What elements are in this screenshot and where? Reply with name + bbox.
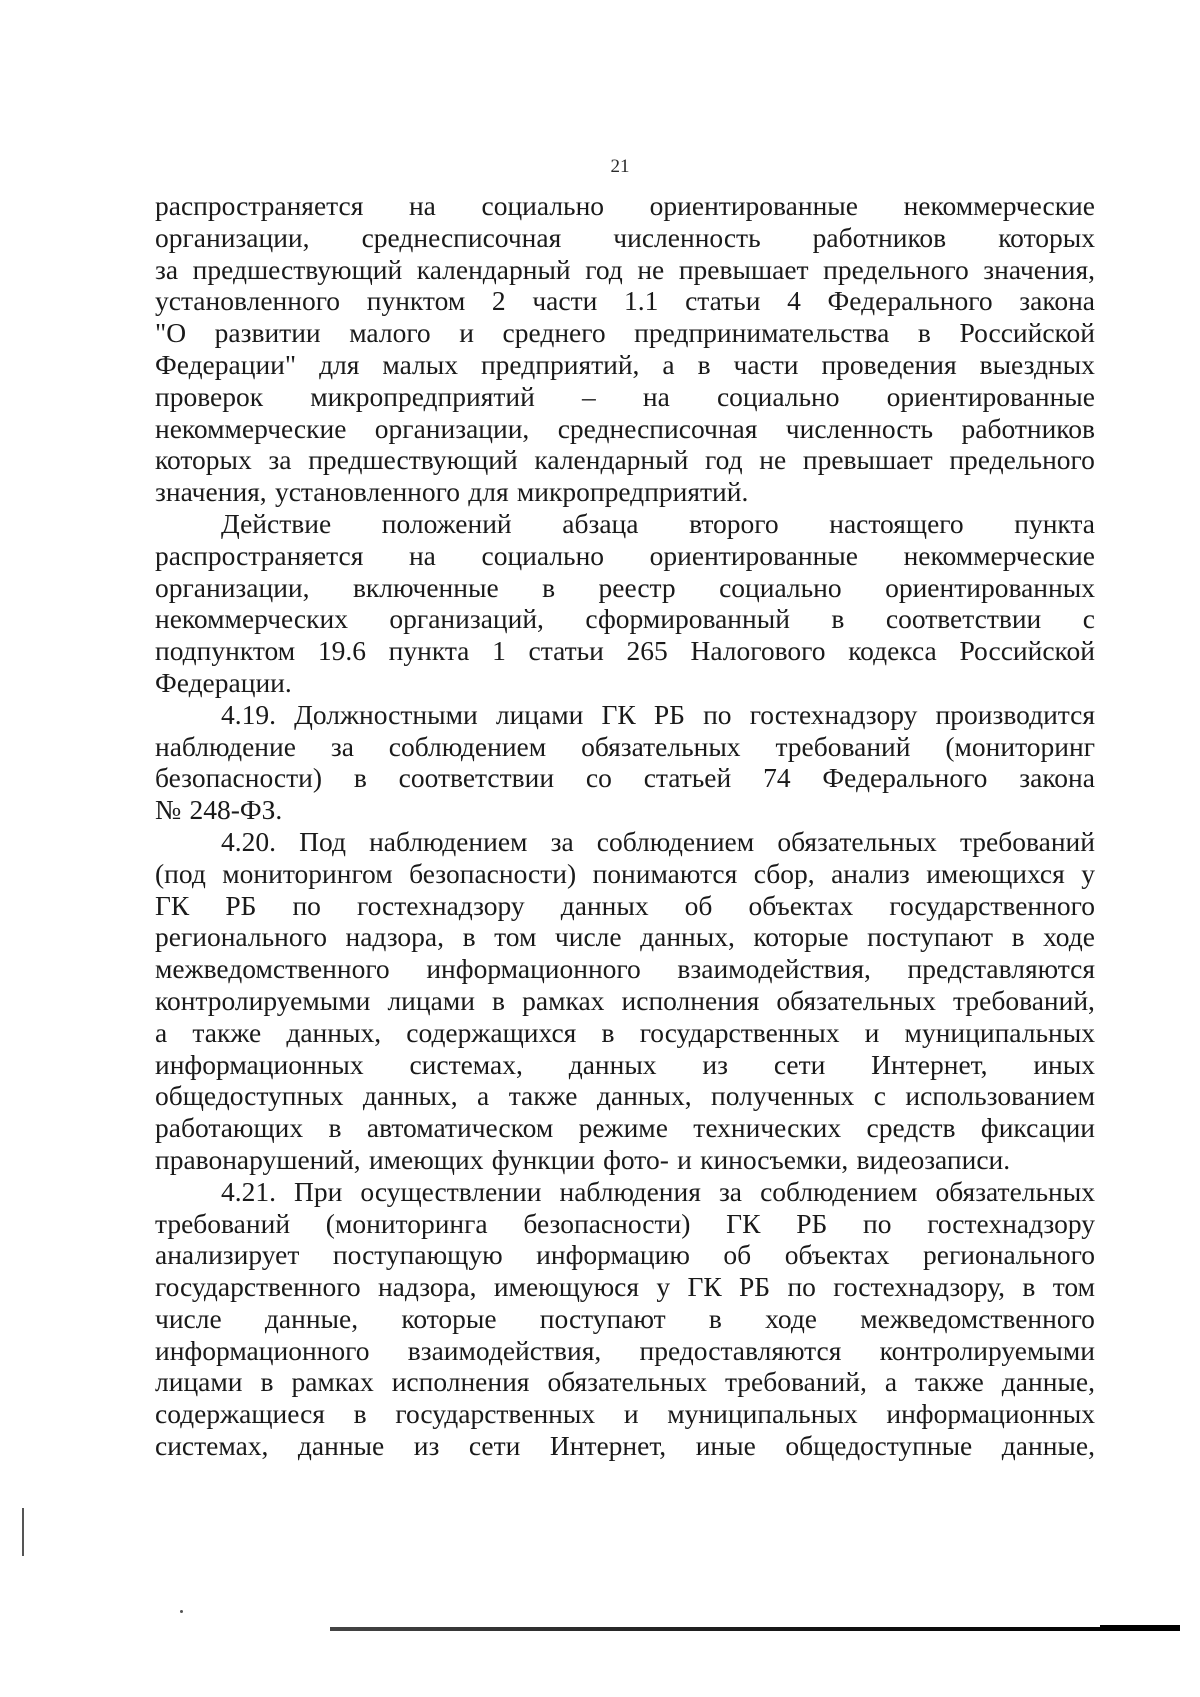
text-line: наблюдение за соблюдением обязательных требований (мониторинг <box>155 730 1095 762</box>
text-line: государственного надзора, имеющуюся у ГК РБ по гостехнадзору, в том <box>155 1271 1095 1303</box>
text-line: работающих в автоматическом режиме технических средств фиксации <box>155 1112 1095 1144</box>
text-line: информационного взаимодействия, предоставляются контролируемыми <box>155 1334 1095 1366</box>
text-line: регионального надзора, в том числе данных, которые поступают в ходе <box>155 921 1095 953</box>
paragraph-p5 <box>155 1176 1095 1462</box>
text-line: требований (мониторинга безопасности) ГК РБ по гостехнадзору <box>155 1207 1095 1239</box>
text-line: № 248-ФЗ. <box>155 794 283 826</box>
text-line: правонарушений, имеющих функции фото- и киносъемки, видеозаписи. <box>155 1143 1011 1175</box>
footer-rule-end <box>1100 1625 1180 1631</box>
text-line: подпунктом 19.6 пункта 1 статьи 265 Налогового кодекса Российской <box>155 635 1095 667</box>
text-line: установленного пунктом 2 части 1.1 статьи 4 Федерального закона <box>155 285 1095 317</box>
text-line: системах, данные из сети Интернет, иные общедоступные данные, <box>155 1430 1095 1462</box>
text-line: общедоступных данных, а также данных, полученных с использованием <box>155 1080 1095 1112</box>
scan-artifact-dot <box>180 1610 183 1613</box>
paragraph-p4 <box>155 826 1095 1176</box>
text-line: межведомственного информационного взаимодействия, представляются <box>155 953 1095 985</box>
paragraph-p2 <box>155 508 1095 699</box>
paragraph-p3 <box>155 699 1095 826</box>
text-line: Федерации" для малых предприятий, а в части проведения выездных <box>155 348 1095 380</box>
page-number: 21 <box>610 156 630 177</box>
text-line: распространяется на социально ориентированные некоммерческие <box>155 190 1095 221</box>
text-line: 4.21. При осуществлении наблюдения за соблюдением обязательных <box>221 1175 1095 1207</box>
text-line: "О развитии малого и среднего предпринимательства в Российской <box>155 317 1095 349</box>
text-line: которых за предшествующий календарный год не превышает предельного <box>155 444 1095 476</box>
text-line: Федерации. <box>155 666 292 698</box>
text-line: (под мониторингом безопасности) понимаются сбор, анализ имеющихся у <box>155 857 1095 889</box>
text-line: проверок микропредприятий – на социально ориентированные <box>155 380 1095 412</box>
text-line: организации, включенные в реестр социально ориентированных <box>155 571 1095 603</box>
text-line: 4.19. Должностными лицами ГК РБ по гостехнадзору производится <box>221 698 1095 730</box>
text-line: информационных системах, данных из сети Интернет, иных <box>155 1048 1095 1080</box>
text-line: анализирует поступающую информацию об объектах регионального <box>155 1239 1095 1271</box>
scan-artifact-left <box>22 1508 24 1556</box>
paragraph-p1 <box>155 190 1095 508</box>
text-line: распространяется на социально ориентированные некоммерческие <box>155 539 1095 571</box>
text-line: числе данные, которые поступают в ходе межведомственного <box>155 1302 1095 1334</box>
footer-rule <box>330 1627 1180 1631</box>
text-line: лицами в рамках исполнения обязательных требований, а также данные, <box>155 1366 1095 1398</box>
document-body <box>155 190 1095 1462</box>
text-line: организации, среднесписочная численность работников которых <box>155 221 1095 253</box>
text-line: значения, установленного для микропредприятий. <box>155 476 749 508</box>
text-line: контролируемыми лицами в рамках исполнения обязательных требований, <box>155 984 1095 1016</box>
text-line: некоммерческих организаций, сформированный в соответствии с <box>155 603 1095 635</box>
text-line: содержащиеся в государственных и муниципальных информационных <box>155 1398 1095 1430</box>
text-line: некоммерческие организации, среднесписочная численность работников <box>155 412 1095 444</box>
text-line: безопасности) в соответствии со статьей 74 Федерального закона <box>155 762 1095 794</box>
text-line: а также данных, содержащихся в государственных и муниципальных <box>155 1016 1095 1048</box>
text-line: 4.20. Под наблюдением за соблюдением обязательных требований <box>221 825 1095 857</box>
text-line: Действие положений абзаца второго настоящего пункта <box>221 507 1095 539</box>
text-line: за предшествующий календарный год не превышает предельного значения, <box>155 253 1095 285</box>
text-line: ГК РБ по гостехнадзору данных об объектах государственного <box>155 889 1095 921</box>
